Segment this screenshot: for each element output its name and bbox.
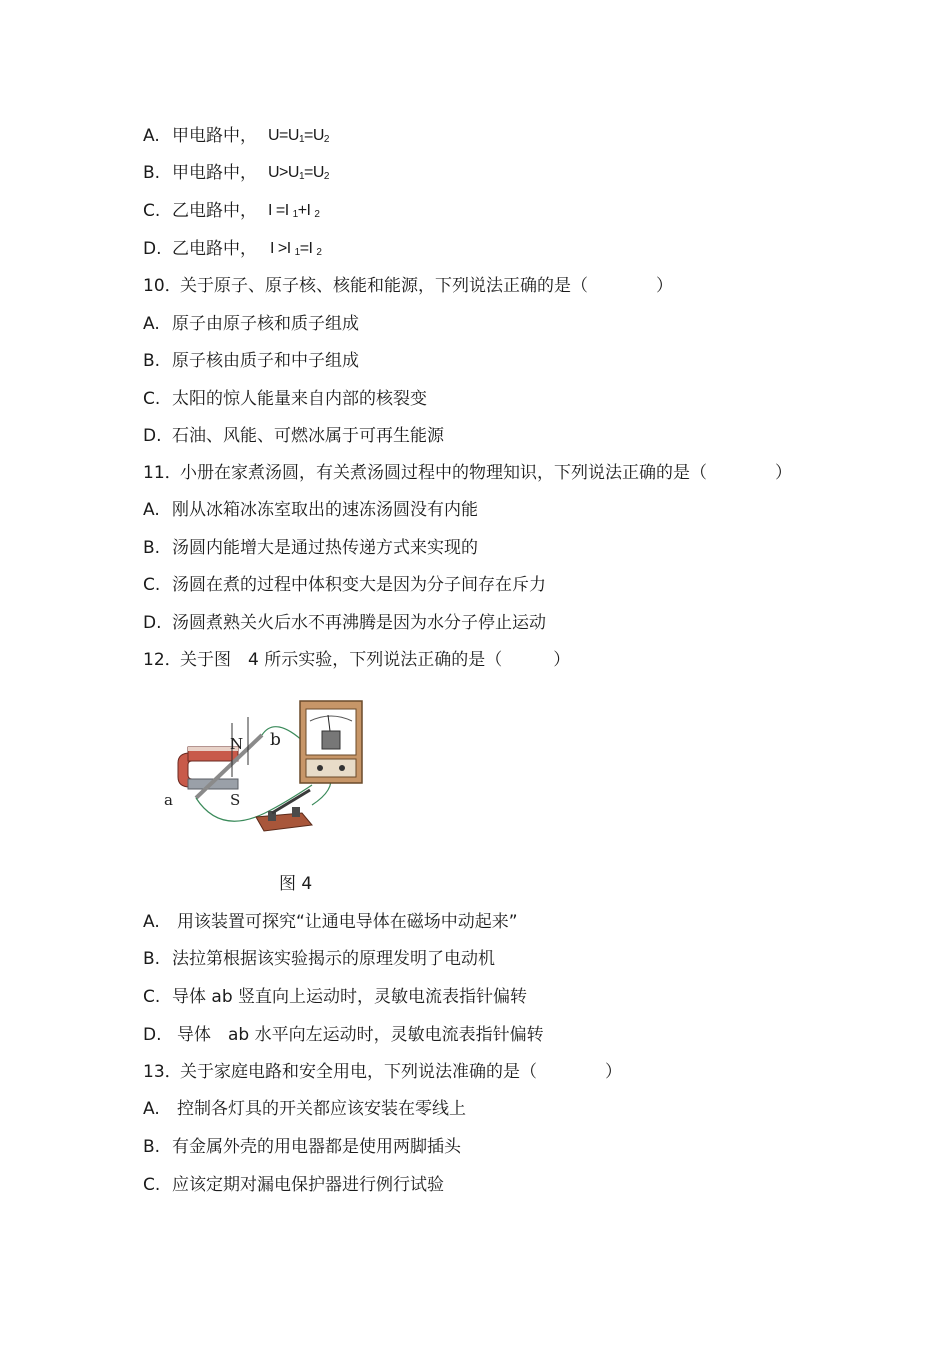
option-label: D.: [143, 613, 162, 633]
question-number: 13．: [143, 1062, 182, 1082]
option-text: 有金属外壳的用电器都是使用两脚插头: [172, 1137, 461, 1157]
option-label: A.: [143, 1099, 160, 1119]
option-label: B.: [143, 949, 161, 969]
option-label: A.: [143, 126, 160, 146]
option-text: 原子核由质子和中子组成: [172, 351, 359, 371]
option-label: D.: [143, 426, 162, 446]
label-a: a: [164, 791, 173, 809]
option-label: C.: [143, 575, 161, 595]
option-text: 太阳的惊人能量来自内部的核裂变: [172, 389, 427, 409]
option-label: B.: [143, 538, 161, 558]
option-label: B.: [143, 351, 161, 371]
option-text: 用该装置可探究“让通电导体在磁场中动起来”: [177, 912, 518, 932]
option-text: 法拉第根据该实验揭示的原理发明了电动机: [172, 949, 495, 969]
switch: [256, 790, 312, 831]
option-text: 控制各灯具的开关都应该安装在零线上: [177, 1099, 466, 1119]
option-label: A.: [143, 314, 160, 334]
option-text: 应该定期对漏电保护器进行例行试验: [172, 1175, 444, 1195]
galvanometer: [300, 701, 362, 783]
question-number: 12．: [143, 650, 182, 670]
formula: I =I $_1$+I $_2$: [268, 202, 320, 220]
option-label: A.: [143, 500, 160, 520]
label-b: b: [270, 730, 281, 750]
option-text: 汤圆煮熟关火后水不再沸腾是因为水分子停止运动: [172, 613, 546, 633]
option-text: 石油、风能、可燃冰属于可再生能源: [172, 426, 444, 446]
label-s: S: [230, 791, 241, 809]
option-text: 甲电路中，: [172, 163, 257, 183]
option-text: 汤圆内能增大是通过热传递方式来实现的: [172, 538, 478, 558]
question-number: 10．: [143, 276, 182, 296]
experiment-figure: [160, 695, 370, 840]
wire: [262, 727, 305, 743]
option-text: 原子由原子核和质子组成: [172, 314, 359, 334]
option-label: C.: [143, 201, 161, 221]
option-text: 汤圆在煮的过程中体积变大是因为分子间存在斥力: [172, 575, 546, 595]
question-text: 小册在家煮汤圆，有关煮汤圆过程中的物理知识，下列说法正确的是（ ）: [180, 463, 792, 483]
option-label: B.: [143, 163, 161, 183]
figure-caption: 图 4: [279, 874, 313, 894]
option-label: A.: [143, 912, 160, 932]
option-text: 甲电路中，: [172, 126, 257, 146]
formula: $U>U_1=U_2$: [268, 164, 329, 182]
formula: $U=U_1=U_2$: [268, 127, 329, 145]
option-label: C.: [143, 1175, 161, 1195]
option-text: 乙电路中，: [172, 239, 257, 259]
label-n: N: [230, 735, 244, 753]
option-label: C.: [143, 389, 161, 409]
question-text: 关于原子、原子核、核能和能源，下列说法正确的是（ ）: [180, 276, 673, 296]
option-label: C.: [143, 987, 161, 1007]
option-text: 导体 ab 竖直向上运动时，灵敏电流表指针偏转: [172, 987, 528, 1007]
option-text: 乙电路中，: [172, 201, 257, 221]
question-text: 关于家庭电路和安全用电，下列说法准确的是（ ）: [180, 1062, 622, 1082]
question-text: 关于图 4 所示实验，下列说法正确的是（ ）: [180, 650, 571, 670]
formula: I >I $_1$=I $_2$: [270, 240, 322, 258]
question-number: 11．: [143, 463, 182, 483]
option-text: 导体 ab 水平向左运动时，灵敏电流表指针偏转: [177, 1025, 544, 1045]
option-text: 刚从冰箱冰冻室取出的速冻汤圆没有内能: [172, 500, 478, 520]
option-label: D.: [143, 239, 162, 259]
option-label: D.: [143, 1025, 162, 1045]
option-label: B.: [143, 1137, 161, 1157]
